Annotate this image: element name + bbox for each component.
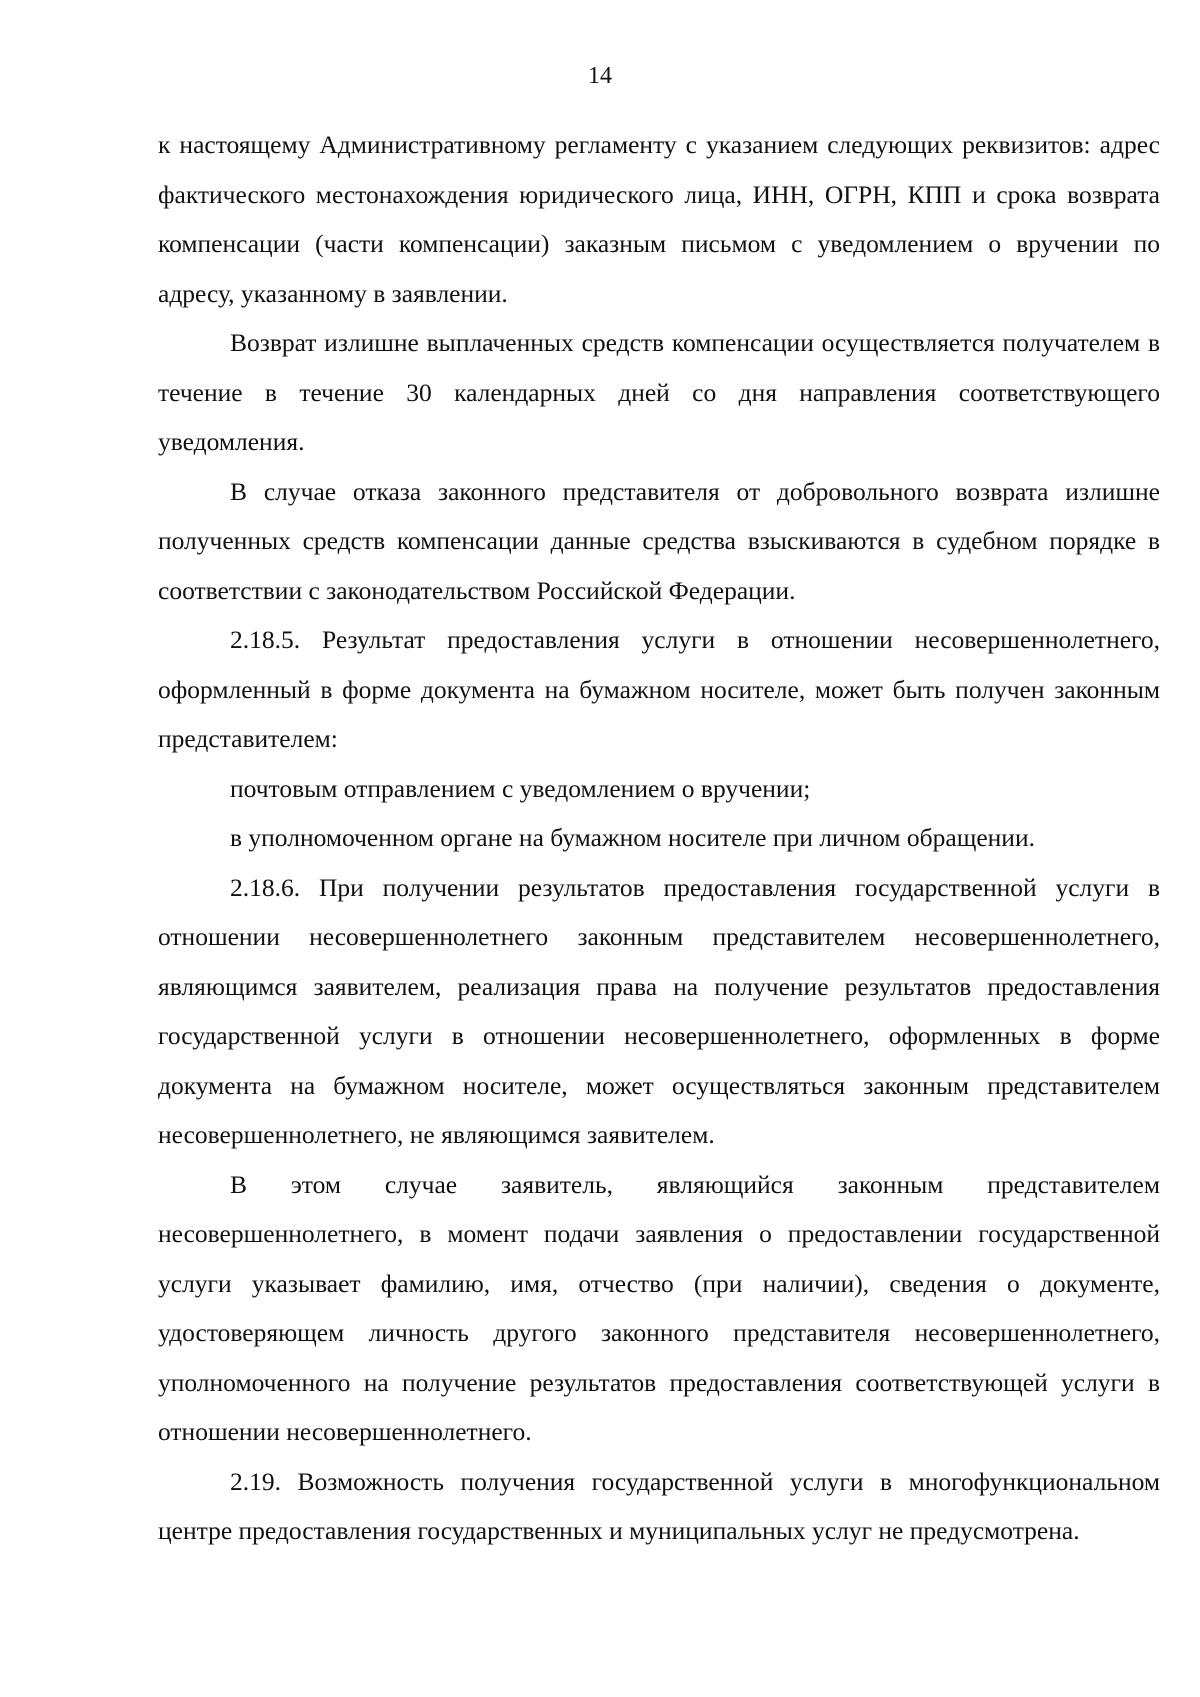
paragraph-2-18-5: 2.18.5. Результат предоставления услуги в отношении несовершеннолетнего, оформленный в форме документа на бумажном носителе, может быть получен законным представителем: bbox=[158, 625, 1160, 753]
document-body bbox=[158, 120, 1160, 1556]
paragraph-applicant-case: В этом случае заявитель, являющийся законным представителем несовершеннолетнего, в момент подачи заявления о предоставлении государственной услуги указывает фамилию, имя, отчество (при наличии), сведения о документе, удостоверяющем личность другого законного представителя несовершеннолетнего, уполномоченного на получение результатов предоставления соответствующей услуги в отношении несовершеннолетнего. bbox=[158, 1169, 1160, 1446]
paragraph-refusal-recovery: В случае отказа законного представителя от добровольного возврата излишне полученных средств компенсации данные средства взыскиваются в судебном порядке в соответствии с законодательством Российской Федерации. bbox=[158, 476, 1160, 605]
list-item-in-person: в уполномоченном органе на бумажном носителе при личном обращении. bbox=[230, 823, 1035, 852]
paragraph-continuation: к настоящему Административному регламенту с указанием следующих реквизитов: адрес фактического местонахождения юридического лица, ИНН, ОГРН, КПП и срока возврата компенсации (части компенсации) заказным письмом с уведомлением о вручении по адресу, указанному в заявлении. bbox=[158, 130, 1160, 308]
page-number: 14 bbox=[588, 63, 612, 89]
paragraph-refund-term: Возврат излишне выплаченных средств компенсации осуществляется получателем в течение в течение 30 календарных дней со дня направления соответствующего уведомления. bbox=[158, 328, 1160, 456]
list-item-postal: почтовым отправлением с уведомлением о вручении; bbox=[230, 773, 811, 803]
paragraph-2-18-6: 2.18.6. При получении результатов предоставления государственной услуги в отношении несовершеннолетнего законным представителем несовершеннолетнего, являющимся заявителем, реализация права на получение результатов предоставления государственной услуги в отношении несовершеннолетнего, оформленных в форме документа на бумажном носителе, может осуществляться законным представителем несовершеннолетнего, не являющимся заявителем. bbox=[158, 872, 1160, 1149]
paragraph-2-19: 2.19. Возможность получения государственной услуги в многофункциональном центре предоставления государственных и муниципальных услуг не предусмотрена. bbox=[158, 1466, 1160, 1545]
